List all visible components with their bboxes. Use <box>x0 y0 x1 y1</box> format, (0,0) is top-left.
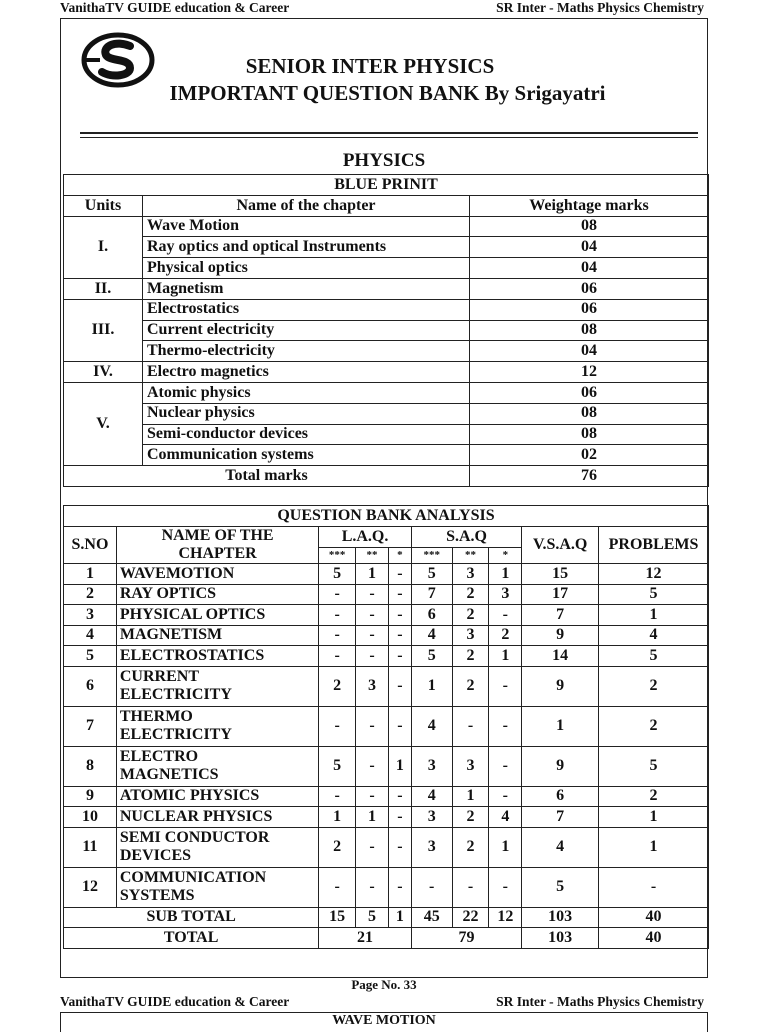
analysis-row <box>64 807 709 828</box>
count-value: - <box>388 625 411 646</box>
count-value: 2 <box>452 807 489 828</box>
page-number: Page No. 33 <box>351 977 417 992</box>
count-value: 1 <box>599 605 709 626</box>
analysis-row <box>64 584 709 605</box>
blueprint-row <box>64 278 709 299</box>
serial-number: 10 <box>64 807 117 828</box>
count-value: - <box>388 584 411 605</box>
count-value: - <box>356 706 389 746</box>
count-value: 3 <box>411 827 452 867</box>
count-value: - <box>489 706 522 746</box>
col-saq: S.A.Q <box>411 526 521 548</box>
total-saq: 79 <box>411 928 521 949</box>
count-value: 1 <box>489 646 522 667</box>
count-value: - <box>356 584 389 605</box>
chapter-name <box>116 827 318 867</box>
weightage-marks: 04 <box>470 258 709 279</box>
blueprint-row <box>64 320 709 341</box>
count-value: 1 <box>522 706 599 746</box>
count-value: 4 <box>599 625 709 646</box>
total-problems: 40 <box>599 928 709 949</box>
count-value: - <box>411 867 452 907</box>
count-value: 1 <box>356 807 389 828</box>
count-value: 7 <box>522 807 599 828</box>
col-vsaq: V.S.A.Q <box>522 526 599 564</box>
col-weightage: Weightage marks <box>470 195 709 216</box>
difficulty-stars: ** <box>452 548 489 564</box>
chapter-name: Electro magnetics <box>143 362 470 383</box>
serial-number: 6 <box>64 666 117 706</box>
unit-label: V. <box>64 382 143 465</box>
count-value: - <box>388 706 411 746</box>
difficulty-stars: *** <box>411 548 452 564</box>
count-value: 5 <box>319 746 356 786</box>
difficulty-stars: * <box>388 548 411 564</box>
count-value: - <box>489 746 522 786</box>
count-value: 1 <box>319 807 356 828</box>
count-value: 12 <box>599 564 709 585</box>
chapter-name: Semi-conductor devices <box>143 424 470 445</box>
difficulty-stars: * <box>489 548 522 564</box>
chapter-name <box>116 706 318 746</box>
count-value: 4 <box>489 807 522 828</box>
count-value: 5 <box>522 867 599 907</box>
divider-bottom <box>80 137 698 138</box>
count-value: 14 <box>522 646 599 667</box>
chapter-header-line-1: NAME OF THE <box>161 526 274 544</box>
chapter-name-line: PHYSICAL OPTICS <box>119 605 266 623</box>
subtotal-row <box>64 907 709 928</box>
blueprint-row <box>64 445 709 466</box>
count-value: - <box>356 605 389 626</box>
count-value: 5 <box>599 646 709 667</box>
count-value: - <box>356 867 389 907</box>
count-value: - <box>356 625 389 646</box>
unit-label: III. <box>64 299 143 361</box>
count-value: - <box>489 666 522 706</box>
chapter-name: Current electricity <box>143 320 470 341</box>
count-value: - <box>452 706 489 746</box>
count-value: - <box>599 867 709 907</box>
analysis-row <box>64 786 709 807</box>
blueprint-row <box>64 362 709 383</box>
weightage-marks: 06 <box>470 299 709 320</box>
chapter-name: Thermo-electricity <box>143 341 470 362</box>
blueprint-row <box>64 403 709 424</box>
count-value: 9 <box>522 666 599 706</box>
chapter-name: Communication systems <box>143 445 470 466</box>
chapter-name: Atomic physics <box>143 382 470 403</box>
weightage-marks: 06 <box>470 382 709 403</box>
count-value: 2 <box>452 584 489 605</box>
count-value: - <box>452 867 489 907</box>
count-value: 3 <box>411 807 452 828</box>
blueprint-row <box>64 216 709 237</box>
count-value: 1 <box>489 564 522 585</box>
chapter-name-line: RAY OPTICS <box>119 585 217 603</box>
count-value: - <box>388 646 411 667</box>
chapter-name-line: MAGNETICS <box>119 766 219 784</box>
count-value: 1 <box>356 564 389 585</box>
subtotal-value: 15 <box>319 907 356 928</box>
serial-number: 3 <box>64 605 117 626</box>
chapter-name <box>116 807 318 828</box>
count-value: 15 <box>522 564 599 585</box>
title-line-1: SENIOR INTER PHYSICS <box>245 54 495 78</box>
subtotal-label: SUB TOTAL <box>64 907 319 928</box>
col-chapter: Name of the chapter <box>143 195 470 216</box>
chapter-name-line: THERMO <box>119 707 193 725</box>
subtotal-value: 5 <box>356 907 389 928</box>
count-value: - <box>319 646 356 667</box>
count-value: 2 <box>489 625 522 646</box>
count-value: 1 <box>452 786 489 807</box>
serial-number: 5 <box>64 646 117 667</box>
chapter-name-line: COMMUNICATION <box>119 868 267 886</box>
count-value: 2 <box>319 827 356 867</box>
count-value: 5 <box>599 584 709 605</box>
serial-number: 9 <box>64 786 117 807</box>
subtotal-value: 45 <box>411 907 452 928</box>
count-value: 3 <box>356 666 389 706</box>
blueprint-row <box>64 237 709 258</box>
subject-heading: PHYSICS <box>342 150 426 171</box>
count-value: 3 <box>452 625 489 646</box>
divider-top <box>80 132 698 134</box>
chapter-header-line-2: CHAPTER <box>178 544 257 562</box>
serial-number: 11 <box>64 827 117 867</box>
count-value: 3 <box>489 584 522 605</box>
count-value: 1 <box>599 807 709 828</box>
subtotal-value: 22 <box>452 907 489 928</box>
col-sno: S.NO <box>64 526 117 564</box>
weightage-marks: 08 <box>470 216 709 237</box>
count-value: 6 <box>522 786 599 807</box>
running-footer <box>60 994 704 1010</box>
chapter-name <box>116 584 318 605</box>
count-value: - <box>319 786 356 807</box>
chapter-name-line: DEVICES <box>119 847 192 865</box>
chapter-name-line: MAGNETISM <box>119 626 223 644</box>
count-value: 2 <box>319 666 356 706</box>
col-laq: L.A.Q. <box>319 526 412 548</box>
unit-label: IV. <box>64 362 143 383</box>
count-value: 2 <box>452 646 489 667</box>
count-value: 3 <box>411 746 452 786</box>
chapter-name <box>116 786 318 807</box>
serial-number: 7 <box>64 706 117 746</box>
chapter-name: Nuclear physics <box>143 403 470 424</box>
count-value: 4 <box>411 786 452 807</box>
analysis-caption: QUESTION BANK ANALYSIS <box>64 506 709 527</box>
col-chapter-name <box>116 526 318 564</box>
count-value: 2 <box>599 666 709 706</box>
analysis-row <box>64 646 709 667</box>
total-laq: 21 <box>319 928 412 949</box>
blueprint-table <box>63 174 709 487</box>
subtotal-value: 40 <box>599 907 709 928</box>
total-label: TOTAL <box>64 928 319 949</box>
chapter-name <box>116 564 318 585</box>
count-value: - <box>388 666 411 706</box>
count-value: - <box>356 746 389 786</box>
count-value: 3 <box>452 564 489 585</box>
count-value: 17 <box>522 584 599 605</box>
serial-number: 2 <box>64 584 117 605</box>
count-value: - <box>388 564 411 585</box>
chapter-name-line: ATOMIC PHYSICS <box>119 787 260 805</box>
chapter-name-line: ELECTRO <box>119 747 199 765</box>
chapter-name <box>116 625 318 646</box>
chapter-name-line: ELECTROSTATICS <box>119 646 265 664</box>
count-value: 5 <box>411 564 452 585</box>
count-value: 7 <box>522 605 599 626</box>
serial-number: 1 <box>64 564 117 585</box>
count-value: 4 <box>411 625 452 646</box>
count-value: - <box>319 605 356 626</box>
weightage-marks: 02 <box>470 445 709 466</box>
serial-number: 12 <box>64 867 117 907</box>
count-value: 1 <box>489 827 522 867</box>
count-value: - <box>319 706 356 746</box>
unit-label: I. <box>64 216 143 278</box>
chapter-name <box>116 746 318 786</box>
footer-left: VanithaTV GUIDE education & Career <box>60 994 290 1009</box>
total-marks-value: 76 <box>470 466 709 487</box>
chapter-name <box>116 605 318 626</box>
total-row <box>64 928 709 949</box>
count-value: - <box>489 605 522 626</box>
weightage-marks: 08 <box>470 403 709 424</box>
count-value: - <box>356 646 389 667</box>
chapter-name-line: SEMI CONDUCTOR <box>119 828 270 846</box>
chapter-name-line: NUCLEAR PHYSICS <box>119 807 273 825</box>
total-marks-label: Total marks <box>64 466 470 487</box>
blueprint-row <box>64 299 709 320</box>
count-value: - <box>356 786 389 807</box>
analysis-row <box>64 746 709 786</box>
count-value: 4 <box>522 827 599 867</box>
serial-number: 4 <box>64 625 117 646</box>
count-value: 7 <box>411 584 452 605</box>
analysis-row <box>64 706 709 746</box>
chapter-name: Physical optics <box>143 258 470 279</box>
header-right: SR Inter - Maths Physics Chemistry <box>496 0 704 15</box>
analysis-row <box>64 827 709 867</box>
col-problems: PROBLEMS <box>599 526 709 564</box>
weightage-marks: 12 <box>470 362 709 383</box>
srigayatri-logo-icon <box>80 30 156 90</box>
count-value: - <box>319 625 356 646</box>
count-value: 9 <box>522 625 599 646</box>
count-value: 5 <box>319 564 356 585</box>
weightage-marks: 06 <box>470 278 709 299</box>
title-line-2: IMPORTANT QUESTION BANK By Srigayatri <box>169 81 606 105</box>
count-value: 9 <box>522 746 599 786</box>
blueprint-row <box>64 258 709 279</box>
chapter-name-line: SYSTEMS <box>119 887 195 905</box>
count-value: - <box>356 827 389 867</box>
analysis-row <box>64 564 709 585</box>
chapter-name-line: ELECTRICITY <box>119 726 232 744</box>
subtotal-value: 103 <box>522 907 599 928</box>
analysis-row <box>64 867 709 907</box>
count-value: 2 <box>452 827 489 867</box>
weightage-marks: 08 <box>470 320 709 341</box>
count-value: 5 <box>411 646 452 667</box>
count-value: 1 <box>388 746 411 786</box>
count-value: - <box>388 786 411 807</box>
count-value: - <box>319 867 356 907</box>
count-value: 1 <box>599 827 709 867</box>
count-value: 6 <box>411 605 452 626</box>
difficulty-stars: ** <box>356 548 389 564</box>
count-value: 2 <box>599 706 709 746</box>
analysis-row <box>64 666 709 706</box>
count-value: 3 <box>452 746 489 786</box>
count-value: - <box>388 867 411 907</box>
chapter-name-line: CURRENT <box>119 667 199 685</box>
running-header <box>60 0 704 16</box>
header-left: VanithaTV GUIDE education & Career <box>60 0 290 15</box>
chapter-name <box>116 646 318 667</box>
next-section-title: WAVE MOTION <box>60 1012 708 1032</box>
blueprint-caption: BLUE PRINIT <box>64 175 709 196</box>
chapter-name: Wave Motion <box>143 216 470 237</box>
subtotal-value: 12 <box>489 907 522 928</box>
question-bank-table <box>63 505 709 949</box>
chapter-name: Electrostatics <box>143 299 470 320</box>
chapter-name <box>116 666 318 706</box>
analysis-row <box>64 605 709 626</box>
serial-number: 8 <box>64 746 117 786</box>
footer-right: SR Inter - Maths Physics Chemistry <box>496 994 704 1009</box>
count-value: - <box>388 827 411 867</box>
count-value: 4 <box>411 706 452 746</box>
count-value: 2 <box>599 786 709 807</box>
count-value: 2 <box>452 666 489 706</box>
blueprint-row <box>64 424 709 445</box>
subtotal-value: 1 <box>388 907 411 928</box>
blueprint-total-row <box>64 466 709 487</box>
count-value: - <box>489 867 522 907</box>
blueprint-row <box>64 382 709 403</box>
count-value: 5 <box>599 746 709 786</box>
chapter-name: Magnetism <box>143 278 470 299</box>
count-value: - <box>388 807 411 828</box>
chapter-name: Ray optics and optical Instruments <box>143 237 470 258</box>
count-value: - <box>388 605 411 626</box>
weightage-marks: 04 <box>470 237 709 258</box>
count-value: - <box>319 584 356 605</box>
count-value: 2 <box>452 605 489 626</box>
weightage-marks: 08 <box>470 424 709 445</box>
chapter-name-line: ELECTRICITY <box>119 686 232 704</box>
blueprint-row <box>64 341 709 362</box>
analysis-row <box>64 625 709 646</box>
col-units: Units <box>64 195 143 216</box>
difficulty-stars: *** <box>319 548 356 564</box>
count-value: - <box>489 786 522 807</box>
weightage-marks: 04 <box>470 341 709 362</box>
unit-label: II. <box>64 278 143 299</box>
count-value: 1 <box>411 666 452 706</box>
chapter-name <box>116 867 318 907</box>
total-vsaq: 103 <box>522 928 599 949</box>
chapter-name-line: WAVEMOTION <box>119 564 235 582</box>
